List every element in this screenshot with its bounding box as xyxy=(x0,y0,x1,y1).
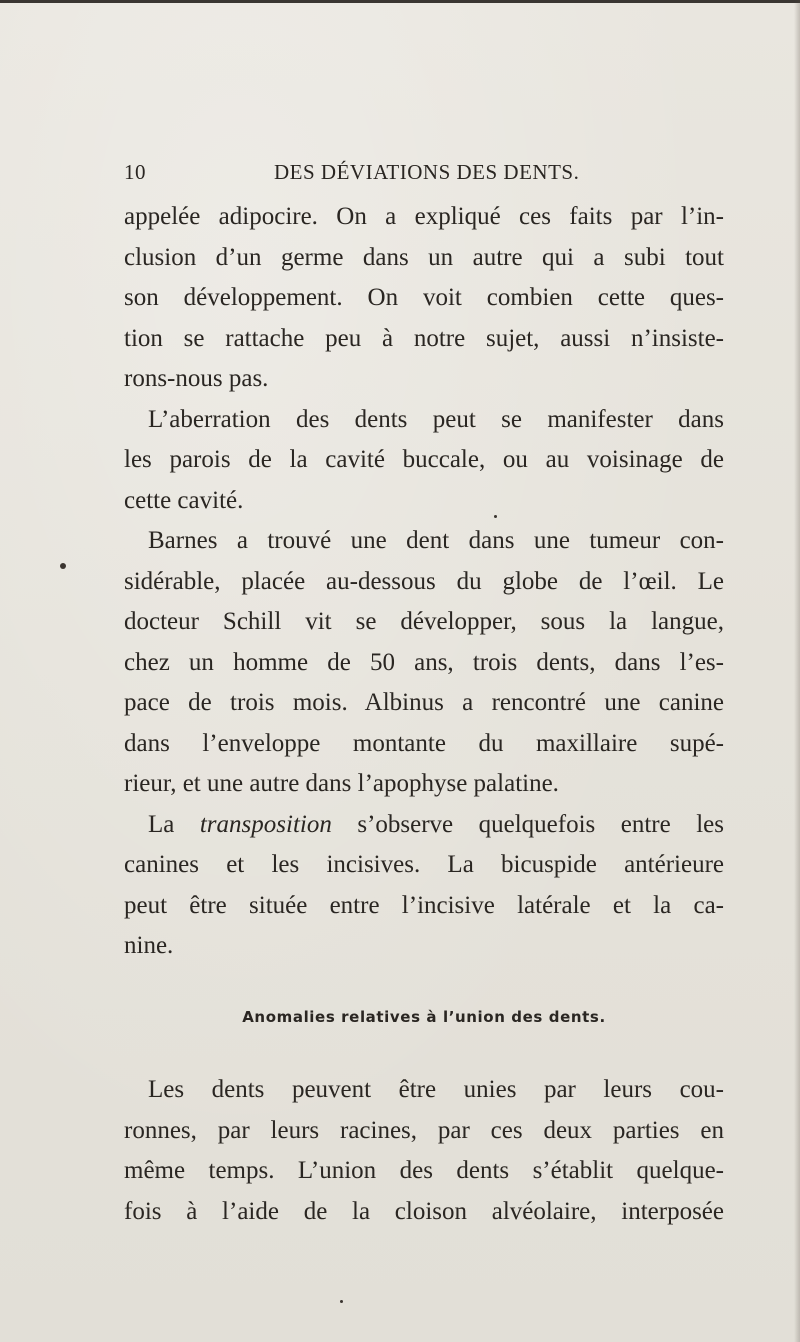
text-line: même temps. L’union des dents s’établit quelque- xyxy=(124,1157,724,1184)
text-segment: La xyxy=(148,810,200,838)
text-line: rieur, et une autre dans l’apophyse palatine. xyxy=(124,770,559,797)
text-line: ronnes, par leurs racines, par ces deux parties en xyxy=(124,1116,724,1144)
text-line: nine. xyxy=(124,932,174,959)
page-number: 10 xyxy=(124,160,146,184)
text-line: clusion d’un germe dans un autre qui a subi tout xyxy=(124,243,724,271)
text-line: docteur Schill vit se développer, sous la langue, xyxy=(124,608,724,635)
text-line: son développement. On voit combien cette ques- xyxy=(124,284,724,311)
paragraph-first-line xyxy=(124,805,724,846)
italic-term: transposition xyxy=(199,810,332,838)
paragraph-first-line: L’aberration des dents peut se manifester dans xyxy=(148,405,724,433)
text-line: appelée adipocire. On a expliqué ces faits par l’in- xyxy=(124,203,724,230)
section-heading: Anomalies relatives à l’union des dents. xyxy=(242,1008,606,1026)
text-line: pace de trois mois. Albinus a rencontré une canine xyxy=(124,689,724,716)
text-line: dans l’enveloppe montante du maxillaire supé- xyxy=(124,729,724,757)
paper-speck xyxy=(340,1300,343,1303)
text-line: fois à l’aide de la cloison alvéolaire, interposée xyxy=(124,1197,724,1225)
text-line: peut être située entre l’incisive latérale et la ca- xyxy=(124,891,724,919)
text-line: les parois de la cavité buccale, ou au voisinage de xyxy=(124,446,724,473)
text-line: cette cavité. xyxy=(124,486,244,514)
text-line: tion se rattache peu à notre sujet, aussi n’insiste- xyxy=(124,324,724,352)
text-line: chez un homme de 50 ans, trois dents, dans l’es- xyxy=(124,648,724,676)
paragraph-first-line: Les dents peuvent être unies par leurs cou- xyxy=(148,1076,724,1103)
paper-speck xyxy=(60,563,66,569)
running-head: DES DÉVIATIONS DES DENTS. xyxy=(274,160,580,184)
body-text-block xyxy=(124,197,724,967)
paper-speck xyxy=(494,515,497,518)
text-segment: s’observe quelquefois entre les xyxy=(331,810,724,838)
page-header xyxy=(124,160,594,188)
text-line: rons-nous pas. xyxy=(124,365,269,392)
top-edge-rule xyxy=(0,0,800,3)
paragraph-first-line: Barnes a trouvé une dent dans une tumeur con- xyxy=(148,527,724,554)
text-line: sidérable, placée au-dessous du globe de l’œil. Le xyxy=(124,567,724,595)
body-text-block-2 xyxy=(124,1070,724,1232)
page-edge-shadow xyxy=(794,0,800,1342)
text-line: canines et les incisives. La bicuspide antérieure xyxy=(124,851,724,878)
